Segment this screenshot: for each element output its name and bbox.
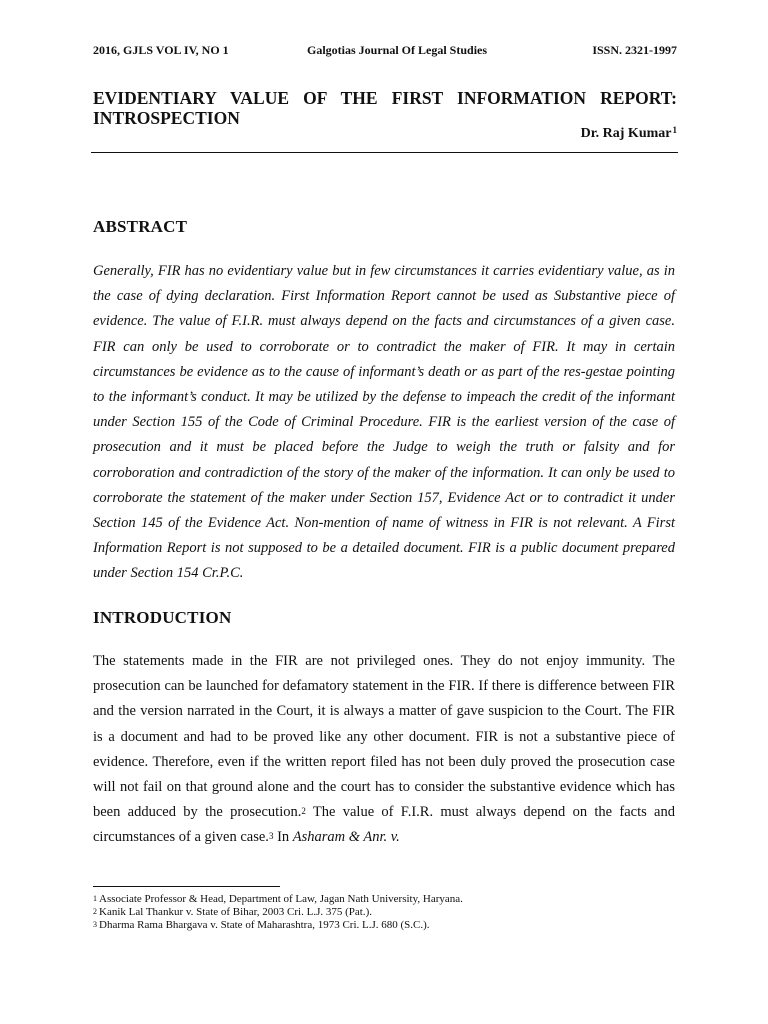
- footnote-item: [93, 919, 673, 932]
- footnote-number: 3: [93, 920, 97, 929]
- intro-text-part2: The value of F.I.R. must always depend on the facts and circumstances of a given case.: [93, 804, 675, 846]
- abstract-heading: ABSTRACT: [93, 217, 188, 236]
- footnote-ref-2[interactable]: 2: [301, 806, 306, 817]
- footnote-text: Dharma Rama Bhargava v. State of Maharashtra, 1973 Cri. L.J. 680 (S.C.).: [99, 919, 430, 931]
- article-author: [581, 126, 677, 142]
- footnote-divider: [93, 886, 280, 887]
- footnotes-list: [93, 893, 673, 932]
- intro-text-part3: In: [273, 829, 293, 846]
- author-footnote-ref[interactable]: 1: [672, 125, 677, 135]
- footnote-item: [93, 893, 673, 906]
- footnote-number: 1: [93, 894, 97, 903]
- introduction-paragraph: [93, 649, 675, 851]
- running-head: [93, 43, 677, 59]
- footnote-ref-3[interactable]: 3: [268, 831, 274, 842]
- article-title: EVIDENTIARY VALUE OF THE FIRST INFORMATION REPORT: INTROSPECTION: [93, 88, 677, 128]
- case-name: Asharam & Anr. v.: [292, 829, 400, 846]
- abstract-text: Generally, FIR has no evidentiary value but in few circumstances it carries evidentiary value, as in the case of dying declaration. First Information Report cannot be used as Substantive piece of evidence. The value of F.I.R. must always depend on the facts and circumstances of a given case. FIR can only be used to corroborate or to contradict the maker of FIR. It may in certain circumstances be evidence as to the cause of informant’s death or as part of the res-gestae pointing to the informant’s conduct. It may be utilized by the defense to impeach the credit of the informant under Section 155 of the Code of Criminal Procedure. FIR is the earliest version of the case of prosecution and it must be placed before the Judge to weigh the truth or falsity and for corroboration and contradiction of the story of the maker of the information. It can only be used to corroborate the statement of the maker under Section 157, Evidence Act or to contradict it under Section 145 of the Evidence Act. Non-mention of name of witness in FIR is not relevant. A First Information Report is not supposed to be a detailed document. FIR is a public document prepared under Section 154 Cr.P.C.: [93, 263, 675, 582]
- introduction-heading: INTRODUCTION: [93, 608, 232, 627]
- running-head-issn: ISSN. 2321-1997: [592, 43, 677, 57]
- author-name: Dr. Raj Kumar: [580, 126, 672, 141]
- footnote-text: Associate Professor & Head, Department of Law, Jagan Nath University, Haryana.: [99, 893, 463, 905]
- running-head-journal: Galgotias Journal Of Legal Studies: [307, 43, 488, 57]
- running-head-volume: 2016, GJLS VOL IV, NO 1: [93, 43, 229, 57]
- footnote-item: [93, 906, 673, 919]
- footnote-number: 2: [93, 907, 97, 916]
- footnote-text: Kanik Lal Thankur v. State of Bihar, 2003 Cri. L.J. 375 (Pat.).: [99, 906, 372, 918]
- title-divider: [91, 152, 678, 153]
- intro-text-part1: The statements made in the FIR are not privileged ones. They do not enjoy immunity. The prosecution can be launched for defamatory statement in the FIR. If there is difference between FIR and the version narrated in the Court, it is always a matter of gave suspicion to the Court. The FIR is a document and had to be proved like any other document. FIR is not a substantive piece of evidence. Therefore, even if the written report filed has not been duly proved the prosecution case will not fail on that ground alone and the court has to consider the substantive evidence which has been adduced by the prosecution.: [93, 653, 675, 821]
